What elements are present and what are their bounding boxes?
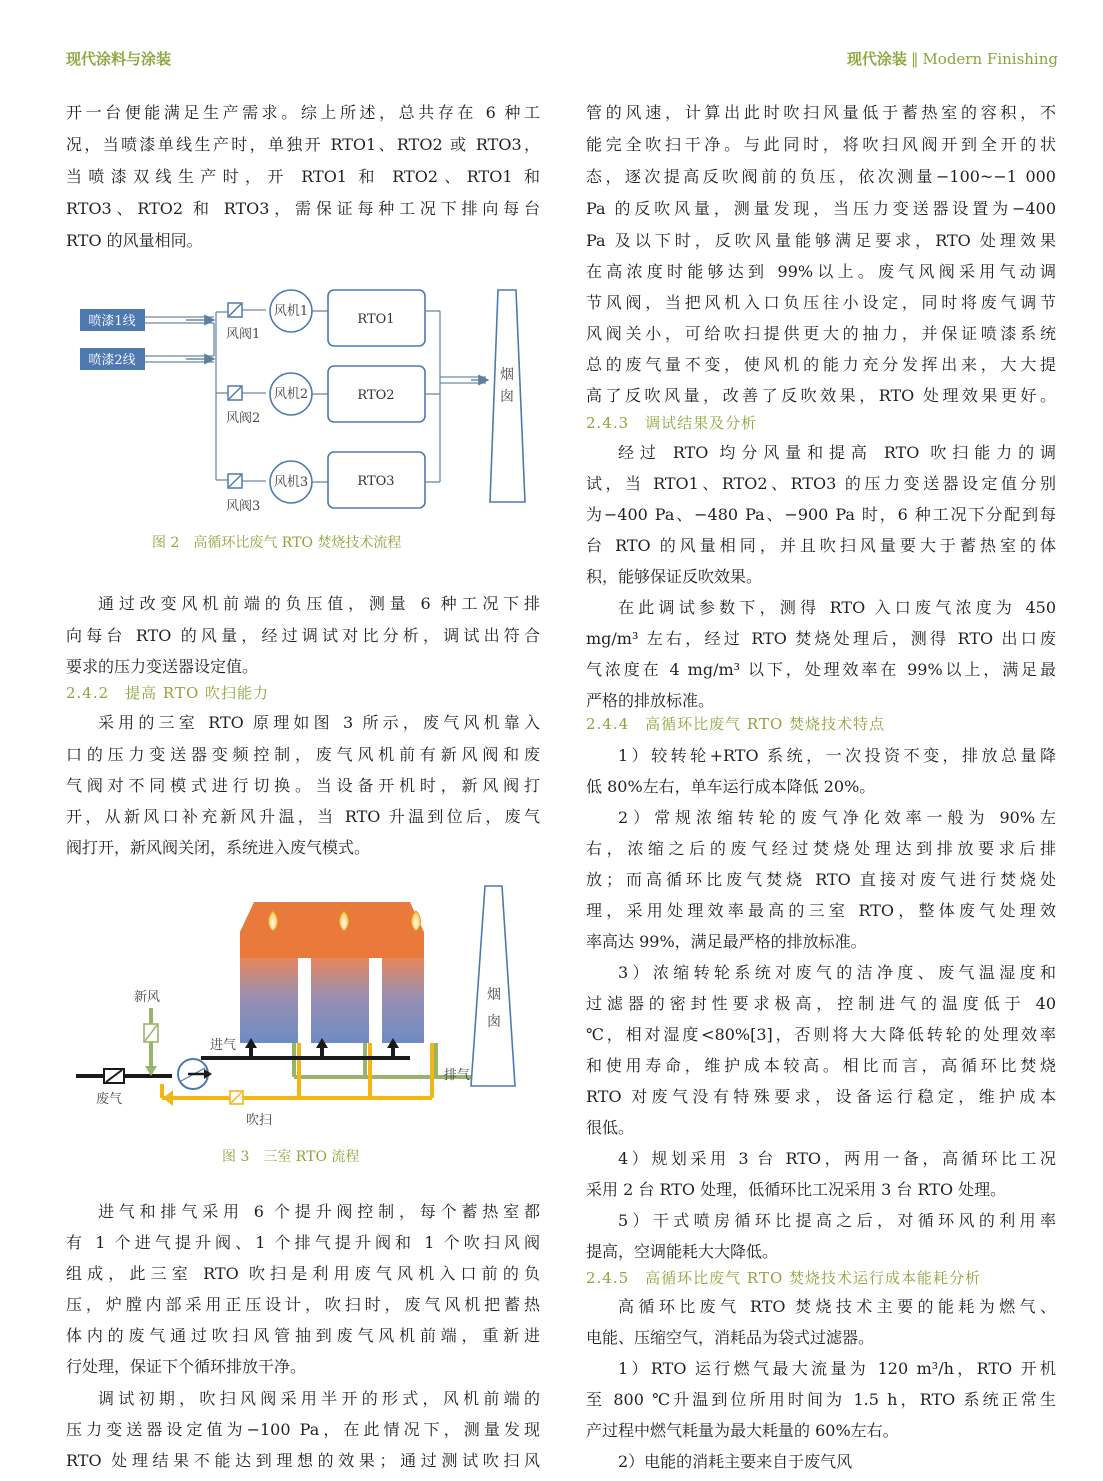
text-line: 3）浓缩转轮系统对废气的洁净度、废气温湿度和 [618,963,1056,982]
text-line: 体内的废气通过吹扫风管抽到废气风机前端，重新进 [66,1326,540,1345]
purge-label: 吹扫 [246,1113,273,1128]
valve-2 [228,386,242,400]
text-line: Pa 的反吹风量，测量发现，当压力变送器设置为−400 [586,199,1056,218]
text-line: 严格的排放标准。 [586,691,715,710]
text-line: 压力变送器设定值为−100 Pa，在此情况下，测量发现 [66,1420,540,1439]
text-line: 行处理，保证下个循环排放干净。 [66,1357,307,1376]
rto-2-label: RTO2 [357,388,395,403]
text-line: 通过改变风机前端的负压值，测量 6 种工况下排 [98,594,540,613]
text-line: 开一台便能满足生产需求。综上所述，总共存在 6 种工 [66,103,540,122]
text-line: 提高，空调能耗大大降低。 [586,1242,779,1261]
text-line: 压，炉膛内部采用正压设计，吹扫时，废气风机把蓄热 [66,1295,540,1314]
text-line: 2）常规浓缩转轮的废气净化效率一般为 90%左 [618,808,1056,827]
waste-gas-label: 废气 [96,1092,123,1107]
fresh-air-valve [144,1024,158,1042]
text-line: 节风阀，当把风机入口负压往小设定，同时将废气调节 [586,293,1056,312]
rto-1-label: RTO1 [357,312,395,327]
text-line: 气浓度在 4 mg/m³ 以下，处理效率在 99%以上，满足最 [586,660,1056,679]
text-line: 产过程中燃气耗量为最大耗量的 60%左右。 [586,1421,899,1440]
text-line: RTO 处理结果不能达到理想的效果；通过测试吹扫风 [66,1451,540,1470]
spray-line-2-label: 喷漆2线 [88,353,136,368]
valve-2-label: 风阀2 [226,411,261,426]
fan-1-label: 风机1 [273,304,309,319]
text-line: 台 RTO 的风量相同，并且吹扫风量要大于蓄热室的体 [586,536,1056,555]
regenerator-chamber-3 [382,958,424,1043]
text-line: 气阀对不同模式进行切换。当设备开机时，新风阀打 [66,776,540,795]
text-line: RTO 对废气没有特殊要求，设备运行稳定，维护成本 [586,1087,1056,1106]
fresh-air-label: 新风 [134,990,161,1005]
figure-2-caption: 图 2 高循环比废气 RTO 焚烧技术流程 [152,535,402,551]
text-line: 2）电能的消耗主要来自于废气风 [618,1452,853,1471]
text-line: 总的废气量不变，使风机的能力充分发挥出来，大大提 [586,355,1056,374]
journal-title: 现代涂料与涂装 [66,50,172,68]
text-line: 有 1 个进气提升阀、1 个排气提升阀和 1 个吹扫风阀 [66,1233,540,1252]
text-line: 调试初期，吹扫风阀采用半开的形式，风机前端的 [98,1389,540,1408]
chimney-label-2: 囱 [487,1014,501,1030]
regenerator-chamber-1 [240,958,298,1043]
text-line: 管的风速，计算出此时吹扫风量低于蓄热室的容积，不 [586,103,1056,122]
text-line: 口的压力变送器变频控制，废气风机前有新风阀和废 [66,745,540,764]
text-line: 要求的压力变送器设定值。 [66,657,259,676]
text-line: 积，能够保证反吹效果。 [586,567,763,586]
valve-3-label: 风阀3 [226,499,261,514]
section-heading-2-4-2: 2.4.2 提高 RTO 吹扫能力 [66,684,270,702]
chimney-label-1: 烟 [500,367,514,383]
text-line: 4）规划采用 3 台 RTO，两用一备，高循环比工况 [618,1149,1056,1168]
text-line: mg/m³ 左右，经过 RTO 焚烧处理后，测得 RTO 出口废 [586,629,1056,648]
text-line: 采用的三室 RTO 原理如图 3 所示，废气风机靠入 [98,713,540,732]
journal-section [847,48,1058,69]
fan-3-label: 风机3 [273,475,309,490]
purge-valve [230,1091,243,1104]
text-line: ℃，相对湿度<80%[3]，否则将大大降低转轮的处理效率 [586,1025,1056,1044]
text-line: 理，采用处理效率最高的三室 RTO，整体废气处理效 [586,901,1056,920]
text-line: 采用 2 台 RTO 处理，低循环比工况采用 3 台 RTO 处理。 [586,1180,1007,1199]
text-line: 1）RTO 运行燃气最大流量为 120 m³/h，RTO 开机 [618,1359,1056,1378]
section-name-en: Modern Finishing [922,50,1058,68]
exhaust-label: 排气 [444,1068,471,1083]
text-line: 放；而高循环比废气焚烧 RTO 直接对废气进行焚烧处 [586,870,1056,889]
text-line: 电能、压缩空气，消耗品为袋式过滤器。 [586,1328,875,1347]
text-line: 态，逐次提高反吹阀前的负压，依次测量−100~−1 000 [586,167,1056,186]
text-line: RTO3、RTO2 和 RTO3，需保证每种工况下排向每台 [66,199,540,218]
header-separator: ‖ [910,50,919,68]
text-line: 阀打开，新风阀关闭，系统进入废气模式。 [66,838,371,857]
chimney-label-2: 囱 [500,389,514,405]
text-line: 经过 RTO 均分风量和提高 RTO 吹扫能力的调 [618,443,1056,462]
intake-label: 进气 [210,1038,237,1053]
section-heading-2-4-5: 2.4.5 高循环比废气 RTO 焚烧技术运行成本能耗分析 [586,1269,982,1287]
section-name: 现代涂装 [846,50,907,68]
waste-gas-valve [104,1069,124,1083]
spray-line-1-label: 喷漆1线 [88,314,136,329]
fan-2-label: 风机2 [273,387,309,402]
section-heading-2-4-3: 2.4.3 调试结果及分析 [586,414,758,432]
text-line: 过滤器的密封性要求极高，控制进气的温度低于 40 [586,994,1056,1013]
text-line: 试，当 RTO1、RTO2、RTO3 的压力变送器设定值分别 [586,474,1056,493]
purge-arrow [163,1090,173,1106]
text-line: 为−400 Pa、−480 Pa、−900 Pa 时，6 种工况下分配到每 [586,505,1056,524]
text-line: 向每台 RTO 的风量，经过调试对比分析，调试出符合 [66,626,540,645]
text-line: 高循环比废气 RTO 焚烧技术主要的能耗为燃气、 [618,1297,1056,1316]
text-line: 很低。 [586,1118,635,1137]
chimney-label-1: 烟 [487,987,501,1003]
section-heading-2-4-4: 2.4.4 高循环比废气 RTO 焚烧技术特点 [586,715,886,733]
text-line: 右，浓缩之后的废气经过焚烧处理达到排放要求后排 [586,839,1056,858]
text-line: 况，当喷漆单线生产时，单独开 RTO1、RTO2 或 RTO3， [66,135,540,154]
text-line: 组成，此三室 RTO 吹扫是利用废气风机入口前的负 [66,1264,540,1283]
text-line: 在高浓度时能够达到 99%以上。废气风阀采用气动调 [586,262,1056,281]
combustion-chamber [240,902,424,958]
figure-3-caption: 图 3 三室 RTO 流程 [222,1149,360,1165]
text-line: 进气和排气采用 6 个提升阀控制，每个蓄热室都 [98,1202,540,1221]
chimney [471,886,515,1086]
text-line: 能完全吹扫干净。与此同时，将吹扫风阀开到全开的状 [586,135,1056,154]
figure-2-flow-diagram [66,280,540,520]
text-line: 1）较转轮+RTO 系统，一次投资不变，排放总量降 [618,746,1056,765]
text-line: 低 80%左右，单车运行成本降低 20%。 [586,777,876,796]
figure-3-rto-diagram [66,880,540,1140]
text-line: 5）干式喷房循环比提高之后，对循环风的利用率 [618,1211,1056,1230]
valve-1 [228,303,242,317]
text-line: 率高达 99%，满足最严格的排放标准。 [586,932,867,951]
text-line: 风阀关小，可给吹扫提供更大的抽力，并保证喷漆系统 [586,324,1056,343]
valve-3 [228,474,242,488]
text-line: RTO 的风量相同。 [66,231,203,250]
text-line: 在此调试参数下，测得 RTO 入口废气浓度为 450 [618,598,1056,617]
rto-3-label: RTO3 [357,474,395,489]
regenerator-chamber-2 [311,958,369,1043]
text-line: 高了反吹风量，改善了反吹效果，RTO 处理效果更好。 [586,386,1056,405]
text-line: Pa 及以下时，反吹风量能够满足要求，RTO 处理效果 [586,231,1056,250]
text-line: 开，从新风口补充新风升温，当 RTO 升温到位后，废气 [66,807,540,826]
text-line: 和使用寿命，维护成本较高。相比而言，高循环比焚烧 [586,1056,1056,1075]
valve-1-label: 风阀1 [226,327,261,342]
text-line: 至 800 ℃升温到位所用时间为 1.5 h，RTO 系统正常生 [586,1390,1056,1409]
text-line: 当喷漆双线生产时，开 RTO1 和 RTO2、RTO1 和 [66,167,540,186]
